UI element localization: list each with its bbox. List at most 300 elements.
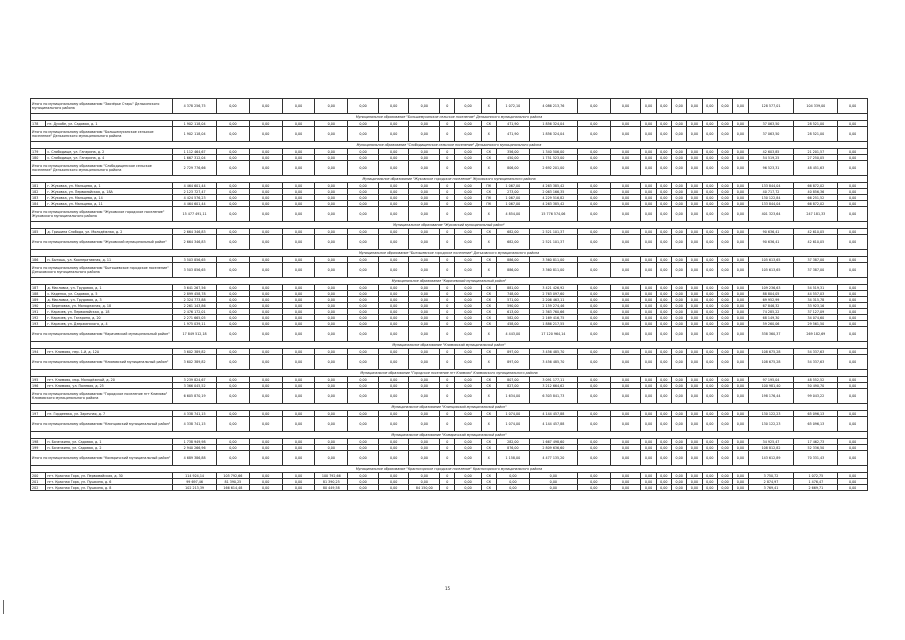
section-header: Муниципальное образование "Красногорское городское поселение" Красногорского муниципального района: [31, 466, 868, 473]
value-cell: 0,00: [216, 127, 249, 142]
value-cell: 0,00: [838, 161, 868, 176]
value-cell: 0,00: [348, 321, 379, 327]
value-cell: 0,00: [249, 195, 282, 201]
value-cell: 0,00: [656, 439, 671, 445]
value-cell: 0,00: [315, 257, 348, 263]
value-cell: 0,00: [577, 149, 610, 155]
value-cell: 0,00: [577, 127, 610, 142]
value-cell: 0,00: [838, 451, 868, 466]
value-cell: 0,00: [610, 321, 641, 327]
value-cell: 0,00: [702, 149, 717, 155]
value-cell: 0,00: [702, 161, 717, 176]
value-cell: 0,00: [455, 127, 481, 142]
value-cell: 0,00: [702, 315, 717, 321]
value-cell: 0,00: [641, 327, 656, 342]
value-cell: 0,00: [702, 439, 717, 445]
value-cell: 3 421 426,92: [529, 285, 577, 291]
value-cell: 0,00: [717, 445, 732, 451]
value-cell: 0,00: [348, 285, 379, 291]
value-cell: 0,00: [409, 149, 440, 155]
value-cell: 0,00: [610, 303, 641, 309]
value-cell: 0,00: [687, 389, 702, 404]
value-cell: 0,00: [216, 383, 249, 389]
value-cell: 2 763 097,60: [529, 291, 577, 297]
value-cell: 2 063 166,35: [529, 189, 577, 195]
value-cell: 88 804,05: [748, 291, 794, 297]
value-cell: 0,00: [216, 263, 249, 278]
value-cell: 0,00: [348, 99, 379, 114]
value-cell: 42 610,05: [794, 229, 838, 235]
value-cell: 0,00: [216, 417, 249, 432]
value-cell: 0,00: [282, 479, 315, 485]
value-cell: 0: [440, 451, 455, 466]
value-cell: 0,00: [348, 355, 379, 370]
value-cell: 2 669,71: [794, 485, 838, 491]
value-cell: 48 451,63: [794, 161, 838, 176]
value-cell: 0,00: [409, 377, 440, 383]
row-number: 198: [31, 439, 46, 445]
value-cell: 0,00: [409, 183, 440, 189]
value-cell: 68 149,30: [748, 315, 794, 321]
value-cell: 0: [440, 127, 455, 142]
value-cell: 0,00: [656, 99, 671, 114]
value-cell: 0,00: [702, 411, 717, 417]
row-number: 182: [31, 189, 46, 195]
value-cell: 0,00: [315, 303, 348, 309]
value-cell: 0,00: [282, 349, 315, 355]
address-cell: г. Жуковка, ул. Первомайская, д. 18А: [46, 189, 173, 195]
value-cell: 4 854,00: [496, 207, 529, 222]
value-cell: 0,00: [641, 451, 656, 466]
value-cell: 0,00: [610, 149, 641, 155]
value-cell: 0,00: [409, 207, 440, 222]
value-cell: 114 924,14: [173, 473, 217, 479]
value-cell: 0,00: [610, 229, 641, 235]
value-cell: СК: [481, 149, 496, 155]
value-cell: 0,00: [671, 439, 686, 445]
value-cell: 40 856,36: [794, 189, 838, 195]
value-cell: 0: [440, 389, 455, 404]
value-cell: 0,00: [282, 417, 315, 432]
value-cell: 0,00: [838, 439, 868, 445]
value-cell: 0,00: [687, 303, 702, 309]
value-cell: 0,00: [687, 309, 702, 315]
value-cell: 0,00: [702, 285, 717, 291]
row-name: Итого по муниципальному образованию "Жуковский муниципальный район": [31, 235, 173, 250]
value-cell: 0,00: [409, 285, 440, 291]
value-cell: 0,00: [315, 355, 348, 370]
value-cell: 0,00: [641, 355, 656, 370]
value-cell: 0,00: [641, 155, 656, 161]
value-cell: 0,00: [577, 189, 610, 195]
value-cell: 0,00: [315, 229, 348, 235]
value-cell: 0,00: [641, 389, 656, 404]
value-cell: 0,00: [656, 161, 671, 176]
value-cell: 2 123 727,47: [173, 189, 217, 195]
value-cell: 0,00: [641, 149, 656, 155]
value-cell: 897,00: [496, 355, 529, 370]
value-cell: 54 519,25: [748, 155, 794, 161]
value-cell: 0,00: [409, 309, 440, 315]
value-cell: 0,00: [641, 229, 656, 235]
value-cell: 0,00: [838, 229, 868, 235]
value-cell: 0,00: [216, 303, 249, 309]
value-cell: 0,00: [610, 99, 641, 114]
value-cell: 29 561,50: [794, 321, 838, 327]
value-cell: 0,00: [249, 207, 282, 222]
value-cell: 108 812,82: [748, 445, 794, 451]
value-cell: 65 096,13: [794, 417, 838, 432]
value-cell: Х: [481, 355, 496, 370]
value-cell: 0,00: [733, 315, 748, 321]
value-cell: 0,00: [717, 327, 732, 342]
value-cell: 4 144 457,88: [529, 417, 577, 432]
value-cell: 100 792,66: [315, 473, 348, 479]
value-cell: 74 285,22: [748, 309, 794, 315]
value-cell: 0,00: [610, 195, 641, 201]
value-cell: 0,00: [216, 445, 249, 451]
value-cell: 0,00: [610, 439, 641, 445]
value-cell: 0,00: [455, 201, 481, 207]
value-cell: 2 899 458,78: [173, 291, 217, 297]
value-cell: 108 675,28: [748, 355, 794, 370]
value-cell: 0,00: [249, 291, 282, 297]
value-cell: 0: [440, 263, 455, 278]
value-cell: СК: [481, 285, 496, 291]
value-cell: СК: [481, 121, 496, 127]
value-cell: 0,00: [315, 451, 348, 466]
value-cell: 0,00: [717, 183, 732, 189]
value-cell: 613,00: [496, 309, 529, 315]
value-cell: 0,00: [717, 309, 732, 315]
value-cell: 0,00: [838, 309, 868, 315]
value-cell: 0,00: [656, 183, 671, 189]
value-cell: 0,00: [216, 121, 249, 127]
value-cell: 0,00: [687, 235, 702, 250]
address-cell: п. Бочечкино, ул. Садовая, д. 1: [46, 439, 173, 445]
value-cell: 0,00: [733, 485, 748, 491]
value-cell: 0,00: [282, 321, 315, 327]
value-cell: 0,00: [838, 473, 868, 479]
value-cell: 0,00: [687, 257, 702, 263]
value-cell: 1 856 324,04: [529, 121, 577, 127]
value-cell: 0,00: [577, 291, 610, 297]
value-cell: 128 577,01: [748, 99, 794, 114]
address-cell: пт. Гордеевка, ул. Заречная, д. 7: [46, 411, 173, 417]
value-cell: 0,00: [216, 155, 249, 161]
value-cell: 4 464 601,44: [173, 201, 217, 207]
value-cell: 0,00: [641, 349, 656, 355]
value-cell: 897,00: [496, 349, 529, 355]
value-cell: 0,00: [717, 411, 732, 417]
value-cell: 0,00: [702, 349, 717, 355]
value-cell: 0: [440, 121, 455, 127]
value-cell: 0,00: [717, 355, 732, 370]
value-cell: 0,00: [409, 321, 440, 327]
value-cell: 0,00: [733, 473, 748, 479]
value-cell: 0,00: [610, 327, 641, 342]
value-cell: 0,00: [838, 445, 868, 451]
page-number: 15: [445, 586, 451, 591]
row-number: 187: [31, 285, 46, 291]
value-cell: 0,00: [409, 155, 440, 161]
value-cell: 0,00: [409, 389, 440, 404]
value-cell: 0,00: [378, 309, 409, 315]
value-cell: Х: [481, 263, 496, 278]
section-header-row: [31, 466, 868, 473]
value-cell: 0,00: [315, 235, 348, 250]
value-cell: 0,00: [315, 161, 348, 176]
value-cell: 0,00: [282, 99, 315, 114]
row-number: 192: [31, 315, 46, 321]
section-header-row: [31, 222, 868, 229]
value-cell: 0,00: [378, 257, 409, 263]
address-cell: пгт. Климово, пер. 1-й, д. 12А: [46, 349, 173, 355]
value-cell: 0: [440, 149, 455, 155]
value-cell: 0,00: [216, 201, 249, 207]
value-cell: 0,00: [496, 473, 529, 479]
value-cell: 0,00: [409, 99, 440, 114]
value-cell: 0,00: [687, 229, 702, 235]
value-cell: 0,00: [455, 183, 481, 189]
value-cell: 0,00: [733, 161, 748, 176]
value-cell: 0,00: [378, 189, 409, 195]
value-cell: 0,00: [687, 263, 702, 278]
value-cell: 0,00: [671, 263, 686, 278]
value-cell: 0,00: [687, 411, 702, 417]
value-cell: 0,00: [687, 321, 702, 327]
value-cell: 0,00: [702, 297, 717, 303]
value-cell: 458,00: [496, 321, 529, 327]
value-cell: 0,00: [641, 439, 656, 445]
value-cell: 0,00: [702, 257, 717, 263]
value-cell: 0,00: [838, 121, 868, 127]
value-cell: 0: [440, 303, 455, 309]
value-cell: 0,00: [702, 207, 717, 222]
row-number: 200: [31, 473, 46, 479]
total-row: [31, 207, 868, 222]
value-cell: 0,00: [702, 183, 717, 189]
value-cell: 0,00: [641, 315, 656, 321]
value-cell: 0,00: [656, 355, 671, 370]
value-cell: 0,00: [577, 321, 610, 327]
value-cell: 0,00: [455, 473, 481, 479]
value-cell: 0,00: [378, 445, 409, 451]
value-cell: 0,00: [455, 303, 481, 309]
value-cell: 0,00: [687, 349, 702, 355]
value-cell: 0,00: [249, 327, 282, 342]
total-row: [31, 127, 868, 142]
value-cell: 0,00: [409, 479, 440, 485]
value-cell: 42 603,85: [748, 149, 794, 155]
value-cell: 0,00: [641, 417, 656, 432]
value-cell: Х: [481, 389, 496, 404]
value-cell: СК: [481, 321, 496, 327]
value-cell: 0,00: [282, 297, 315, 303]
value-cell: 0,00: [409, 229, 440, 235]
value-cell: 2 940 266,96: [173, 445, 217, 451]
value-cell: 0,00: [733, 297, 748, 303]
value-cell: 0,00: [733, 303, 748, 309]
value-cell: 0,00: [348, 485, 379, 491]
value-cell: 3 360 811,00: [529, 263, 577, 278]
value-cell: 0,00: [577, 417, 610, 432]
value-cell: 0: [440, 229, 455, 235]
value-cell: 0,00: [282, 183, 315, 189]
value-cell: 0,00: [702, 417, 717, 432]
row-number: 190: [31, 303, 46, 309]
value-cell: 0,00: [577, 439, 610, 445]
value-cell: 0,00: [455, 207, 481, 222]
value-cell: 0,00: [216, 285, 249, 291]
value-cell: 0,00: [702, 155, 717, 161]
value-cell: 0,00: [282, 451, 315, 466]
value-cell: 0,00: [409, 383, 440, 389]
value-cell: 0,00: [656, 327, 671, 342]
value-cell: 0,00: [656, 383, 671, 389]
value-cell: 0,00: [249, 257, 282, 263]
value-cell: 0,00: [610, 389, 641, 404]
value-cell: 0,00: [656, 473, 671, 479]
value-cell: 0,00: [671, 285, 686, 291]
address-cell: г. Жуковка, ул. Мальцева, д. 11: [46, 201, 173, 207]
value-cell: 3 360 811,00: [529, 257, 577, 263]
row-name: Итого по муниципальному образованию "Слободищенское сельское поселение" Делькинского муниципального района: [31, 161, 173, 176]
value-cell: 0,00: [378, 263, 409, 278]
value-cell: 42 610,05: [794, 235, 838, 250]
value-cell: 0,00: [249, 349, 282, 355]
value-cell: 0,00: [641, 473, 656, 479]
value-cell: 0,00: [656, 303, 671, 309]
value-cell: 0,00: [315, 383, 348, 389]
value-cell: 0,00: [838, 183, 868, 189]
value-cell: 0,00: [455, 439, 481, 445]
total-row: [31, 235, 868, 250]
table-body: [31, 99, 868, 491]
row-number: 185: [31, 229, 46, 235]
value-cell: 0,00: [733, 389, 748, 404]
value-cell: 0,00: [733, 479, 748, 485]
value-cell: 0,00: [656, 285, 671, 291]
value-cell: 0,00: [838, 263, 868, 278]
row-number: 191: [31, 309, 46, 315]
address-cell: пгт. Климово, мкр. Молодёжный, д. 20: [46, 377, 173, 383]
value-cell: 0,00: [671, 229, 686, 235]
value-cell: 0,00: [282, 229, 315, 235]
row-number: 188: [31, 291, 46, 297]
value-cell: СК: [481, 229, 496, 235]
value-cell: 80 449,58: [315, 485, 348, 491]
value-cell: 0,00: [282, 411, 315, 417]
value-cell: 247 181,33: [794, 207, 838, 222]
value-cell: 0,00: [216, 349, 249, 355]
section-header: Муниципальное образование "Жуковское городское поселение" Жуковского муниципального района: [31, 176, 868, 183]
value-cell: 0: [440, 377, 455, 383]
value-cell: 0,00: [641, 189, 656, 195]
value-cell: 0,00: [282, 439, 315, 445]
value-cell: 0,00: [717, 99, 732, 114]
value-cell: 0,00: [315, 309, 348, 315]
row-name: Итого по муниципальному образованию "Климовский муниципальный район": [31, 355, 173, 370]
value-cell: 105 613,65: [748, 257, 794, 263]
margin-mark: [3, 600, 4, 614]
value-cell: 0,00: [216, 327, 249, 342]
address-cell: с. Каденка, ул. Садовая, д. 5: [46, 291, 173, 297]
value-cell: 143 612,89: [748, 451, 794, 466]
value-cell: 0,00: [733, 229, 748, 235]
value-cell: 0,00: [733, 121, 748, 127]
value-cell: 0,00: [671, 377, 686, 383]
value-cell: 0,00: [282, 485, 315, 491]
value-cell: 1 067,00: [496, 195, 529, 201]
value-cell: 2 261 143,86: [173, 303, 217, 309]
value-cell: 0,00: [216, 315, 249, 321]
value-cell: 0,00: [702, 127, 717, 142]
value-cell: 0,00: [577, 155, 610, 161]
value-cell: 17 849 512,18: [173, 327, 217, 342]
value-cell: 0,00: [249, 309, 282, 315]
value-cell: 0,00: [656, 389, 671, 404]
value-cell: 0,00: [656, 349, 671, 355]
address-cell: п. Березовка, ул. Молодежная, д. 18: [46, 303, 173, 309]
value-cell: 0,00: [409, 327, 440, 342]
value-cell: 130 122,23: [748, 411, 794, 417]
value-cell: 0,00: [577, 263, 610, 278]
value-cell: 0,00: [348, 411, 379, 417]
value-cell: 2 324 773,88: [173, 297, 217, 303]
value-cell: 1 067,00: [496, 183, 529, 189]
value-cell: 0,00: [249, 285, 282, 291]
value-cell: 3 641 267,56: [173, 285, 217, 291]
value-cell: 0,00: [577, 411, 610, 417]
value-cell: 0,00: [717, 207, 732, 222]
value-cell: 0,00: [733, 309, 748, 315]
value-cell: 1 072,10: [496, 99, 529, 114]
value-cell: 471,90: [496, 121, 529, 127]
value-cell: 0,00: [610, 127, 641, 142]
value-cell: 0,00: [656, 291, 671, 297]
value-cell: 0: [440, 309, 455, 315]
value-cell: 59 260,06: [748, 321, 794, 327]
value-cell: 0: [440, 321, 455, 327]
value-cell: 0,00: [409, 235, 440, 250]
value-cell: 0,00: [733, 291, 748, 297]
row-number: 184: [31, 201, 46, 207]
value-cell: 273,00: [496, 189, 529, 195]
value-cell: 0,00: [282, 161, 315, 176]
value-cell: 0,00: [577, 309, 610, 315]
value-cell: 0,00: [641, 127, 656, 142]
value-cell: 0,00: [455, 229, 481, 235]
value-cell: 2 363 760,66: [529, 309, 577, 315]
value-cell: 66 872,02: [794, 183, 838, 189]
value-cell: 0,00: [348, 389, 379, 404]
value-cell: СК: [481, 155, 496, 161]
value-cell: 0,00: [315, 155, 348, 161]
value-cell: 0,00: [838, 485, 868, 491]
value-cell: 0,00: [455, 285, 481, 291]
value-cell: 0,00: [455, 155, 481, 161]
value-cell: 0,00: [671, 479, 686, 485]
value-cell: 0,00: [733, 355, 748, 370]
value-cell: 0,00: [577, 349, 610, 355]
value-cell: 3 456 485,70: [529, 355, 577, 370]
value-cell: 0,00: [671, 355, 686, 370]
value-cell: 0,00: [687, 189, 702, 195]
value-cell: 0,00: [641, 309, 656, 315]
value-cell: 3 456 485,70: [529, 349, 577, 355]
value-cell: 0,00: [687, 479, 702, 485]
